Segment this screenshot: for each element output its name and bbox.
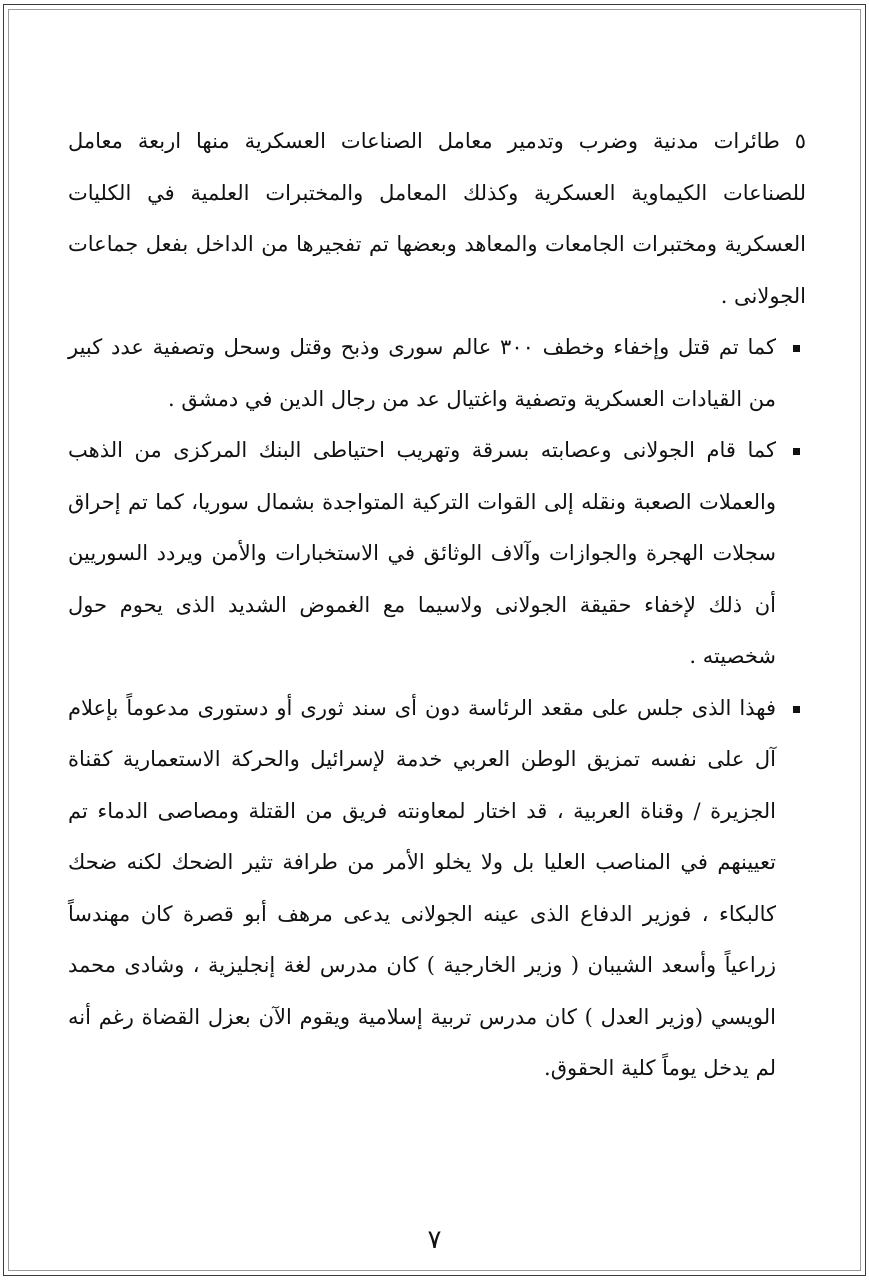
square-bullet-icon: [793, 706, 800, 713]
square-bullet-icon: [793, 345, 800, 352]
document-body: [68, 116, 806, 1095]
page-number: ٧: [427, 1225, 442, 1255]
square-bullet-icon: [793, 448, 800, 455]
intro-paragraph: ٥ طائرات مدنية وضرب وتدمير معامل الصناعات العسكرية منها اربعة معامل للصناعات الكيماوية العسكرية وكذلك المعامل والمختبرات العلمية في الكليات العسكرية ومختبرات الجامعات والمعاهد وبعضها تم تفجيرها من الداخل بفعل جماعات الجولانى .: [68, 129, 806, 308]
bullet-item-3: [68, 683, 806, 1095]
bullet-text: فهذا الذى جلس على مقعد الرئاسة دون أى سند ثورى أو دستورى مدعوماً بإعلام آل على نفسه تمزيق الوطن العربي خدمة لإسرائيل والحركة الاستعمارية كقناة الجزيرة / وقناة العربية ، قد اختار لمعاونته فريق من القتلة ومصاصى الدماء تم تعيينهم في المناصب العليا بل ولا يخلو الأمر من طرافة تثير الضحك لكنه ضحك كالبكاء ، فوزير الدفاع الذى عينه الجولانى يدعى مرهف أبو قصرة كان مهندساً زراعياً وأسعد الشيبان ( وزير الخارجية ) كان مدرس لغة إنجليزية ، وشادى محمد الويسي (وزير العدل ) كان مدرس تربية إسلامية ويقوم الآن بعزل القضاة رغم أنه لم يدخل يوماً كلية الحقوق.: [68, 695, 776, 1080]
bullet-text: كما تم قتل وإخفاء وخطف ٣٠٠ عالم سورى وذبح وقتل وسحل وتصفية عدد كبير من القيادات العسكرية وتصفية واغتيال عد من رجال الدين في دمشق .: [68, 335, 776, 411]
bullet-item-1: [68, 322, 806, 425]
bullet-item-2: [68, 425, 806, 683]
bullet-list: [68, 322, 806, 1095]
bullet-text: كما قام الجولانى وعصابته بسرقة وتهريب احتياطى البنك المركزى من الذهب والعملات الصعبة ونقله إلى القوات التركية المتواجدة بشمال سوريا، كما تم إحراق سجلات الهجرة والجوازات وآلاف الوثائق في الاستخبارات والأمن ويردد السوريين أن ذلك لإخفاء حقيقة الجولانى ولاسيما مع الغموض الشديد الذى يحوم حول شخصيته .: [68, 438, 776, 668]
